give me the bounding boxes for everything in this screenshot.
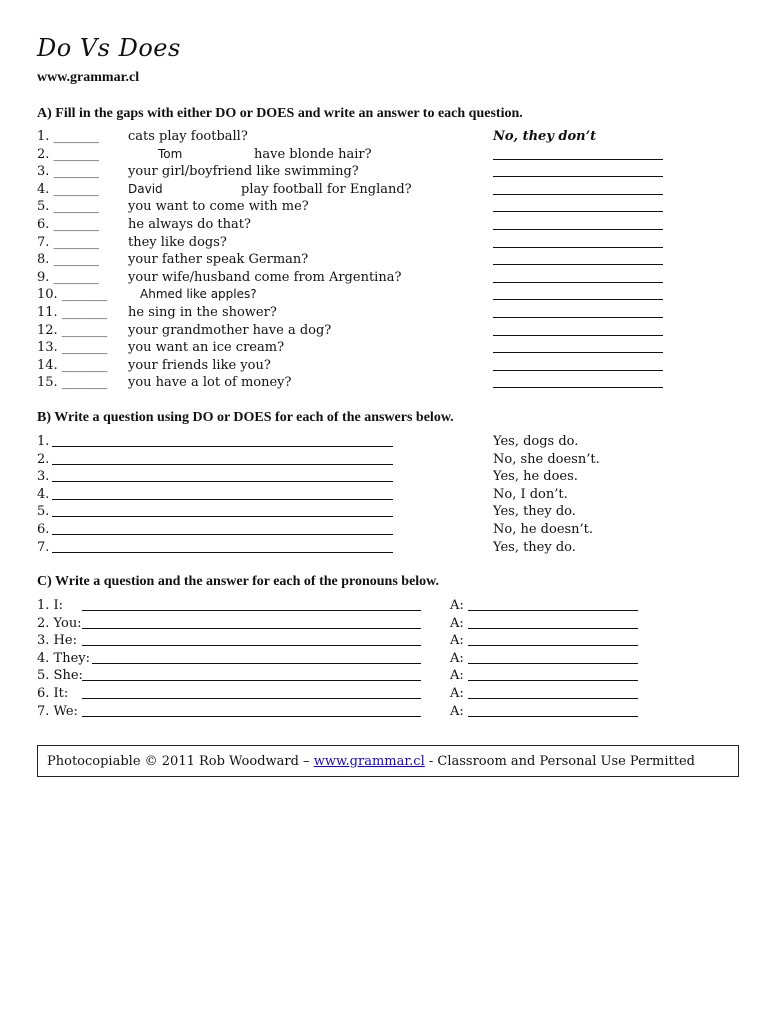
section-a-row	[0, 129, 768, 147]
question-line[interactable]	[82, 598, 421, 615]
section-a-row	[0, 147, 768, 165]
question-number[interactable]: 8. _______	[37, 252, 100, 268]
question-line[interactable]	[82, 616, 421, 633]
question-number: 4.	[37, 486, 50, 502]
pronoun-label: 6. It:	[37, 686, 69, 701]
section-b-row	[0, 452, 768, 470]
section-c-heading: C) Write a question and the answer for each of the pronouns below.	[37, 574, 440, 589]
section-b-row	[0, 522, 768, 540]
section-a-row	[0, 287, 768, 305]
answer-line[interactable]	[493, 252, 663, 269]
question-number: 7.	[37, 539, 50, 555]
question-number[interactable]: 14. _______	[37, 357, 108, 373]
answer-line[interactable]	[493, 358, 663, 375]
question-number[interactable]: 4. _______	[37, 181, 100, 197]
answer-label: A:	[450, 686, 464, 701]
handwritten-answer: Tom	[158, 146, 183, 161]
answer-line[interactable]	[493, 217, 663, 234]
section-c-row	[0, 598, 768, 616]
answer-line[interactable]	[468, 633, 638, 650]
given-answer: No, I don’t.	[493, 486, 568, 502]
question-number[interactable]: 5. _______	[37, 199, 100, 215]
footer-suffix: - Classroom and Personal Use Permitted	[428, 753, 695, 769]
question-text: your father speak German?	[128, 252, 309, 268]
question-line[interactable]	[52, 487, 393, 504]
question-line[interactable]	[82, 668, 421, 685]
answer-label: A:	[450, 650, 464, 666]
answer-line[interactable]	[468, 598, 638, 615]
question-number[interactable]: 1. _______	[37, 129, 100, 144]
section-b-row	[0, 487, 768, 505]
answer-line[interactable]	[468, 651, 638, 668]
answer-line[interactable]	[468, 686, 638, 703]
question-number[interactable]: 12. _______	[37, 322, 108, 338]
given-answer: Yes, they do.	[493, 504, 576, 520]
answer-line[interactable]	[493, 375, 663, 392]
section-a-row	[0, 323, 768, 341]
question-number[interactable]: 9. _______	[37, 269, 100, 285]
answer-line[interactable]	[493, 164, 663, 181]
question-line[interactable]	[82, 633, 421, 650]
section-a-row	[0, 270, 768, 288]
section-b-heading: B) Write a question using DO or DOES for each of the answers below.	[37, 410, 454, 425]
section-a-row	[0, 358, 768, 376]
question-text: have blonde hair?	[254, 146, 372, 162]
question-number[interactable]: 2. _______	[37, 146, 100, 162]
footer-link[interactable]: www.grammar.cl	[313, 753, 425, 769]
question-text: your friends like you?	[128, 357, 271, 373]
given-answer: No, she doesn’t.	[493, 451, 600, 467]
section-a-row	[0, 235, 768, 253]
question-line[interactable]	[82, 704, 421, 721]
answer-line[interactable]	[493, 147, 663, 164]
footer-prefix: Photocopiable © 2011 Rob Woodward –	[47, 753, 310, 769]
question-text: they like dogs?	[128, 234, 227, 250]
answer-label: A:	[450, 703, 464, 719]
pronoun-label: 3. He:	[37, 633, 77, 649]
section-a-row	[0, 199, 768, 217]
answer-label: A:	[450, 633, 464, 649]
answer-line[interactable]	[468, 668, 638, 685]
answer-line[interactable]	[493, 340, 663, 357]
question-line[interactable]	[52, 452, 393, 469]
section-a-row	[0, 305, 768, 323]
question-number: 3.	[37, 469, 50, 485]
section-c-row	[0, 668, 768, 686]
answer-line[interactable]	[493, 287, 663, 304]
section-b-row	[0, 540, 768, 558]
section-b-row	[0, 504, 768, 522]
pronoun-label: 5. She:	[37, 668, 83, 684]
question-line[interactable]	[92, 651, 421, 668]
question-number: 1.	[37, 434, 50, 449]
pronoun-label: 1. I:	[37, 598, 64, 613]
question-line[interactable]	[52, 469, 393, 486]
section-a-row	[0, 182, 768, 200]
section-a-row	[0, 217, 768, 235]
section-b-row	[0, 469, 768, 487]
section-a-row	[0, 375, 768, 393]
question-line[interactable]	[52, 434, 393, 451]
pronoun-label: 7. We:	[37, 703, 78, 719]
question-number[interactable]: 7. _______	[37, 234, 100, 250]
question-number: 5.	[37, 504, 50, 520]
section-b-row	[0, 434, 768, 452]
question-number[interactable]: 11. _______	[37, 305, 108, 320]
question-number[interactable]: 15. _______	[37, 375, 108, 391]
question-text: your grandmother have a dog?	[128, 322, 332, 338]
answer-line[interactable]	[493, 305, 663, 322]
answer-line[interactable]	[493, 235, 663, 252]
question-number[interactable]: 13. _______	[37, 340, 108, 356]
answer-line[interactable]	[468, 616, 638, 633]
question-line[interactable]	[52, 504, 393, 521]
section-a-row	[0, 340, 768, 358]
section-a-row	[0, 164, 768, 182]
question-number[interactable]: 10. _______	[37, 287, 108, 303]
section-c-row	[0, 633, 768, 651]
question-text: cats play football?	[128, 129, 248, 144]
question-line[interactable]	[82, 686, 421, 703]
given-answer: Yes, they do.	[493, 539, 576, 555]
question-number: 6.	[37, 522, 50, 537]
answer-line[interactable]	[493, 270, 663, 287]
question-text: your girl/boyfriend like swimming?	[128, 164, 359, 180]
question-text: your wife/husband come from Argentina?	[128, 269, 402, 285]
example-answer: No, they don’t	[493, 129, 597, 144]
handwritten-answer: David	[128, 181, 163, 196]
answer-line[interactable]	[493, 199, 663, 216]
question-text: he always do that?	[128, 217, 251, 232]
question-number[interactable]: 6. _______	[37, 217, 100, 232]
pronoun-label: 4. They:	[37, 650, 90, 666]
question-text: you want to come with me?	[128, 199, 309, 215]
site-url: www.grammar.cl	[37, 70, 140, 85]
question-number: 2.	[37, 451, 50, 467]
section-c-row	[0, 616, 768, 634]
worksheet-title: Do Vs Does	[37, 34, 181, 62]
question-text: you want an ice cream?	[128, 340, 285, 356]
answer-label: A:	[450, 668, 464, 684]
answer-line[interactable]	[493, 323, 663, 340]
handwritten-answer: Ahmed like apples?	[140, 287, 257, 302]
question-line[interactable]	[52, 522, 393, 539]
question-text: he sing in the shower?	[128, 305, 277, 320]
question-number[interactable]: 3. _______	[37, 164, 100, 180]
answer-label: A:	[450, 615, 464, 631]
answer-label: A:	[450, 598, 464, 613]
section-c-row	[0, 704, 768, 722]
given-answer: Yes, he does.	[493, 469, 578, 485]
section-c-row	[0, 686, 768, 704]
question-line[interactable]	[52, 540, 393, 557]
footer-box	[37, 745, 739, 777]
pronoun-label: 2. You:	[37, 615, 82, 631]
given-answer: Yes, dogs do.	[493, 434, 579, 449]
section-a-heading: A) Fill in the gaps with either DO or DOES and write an answer to each question.	[37, 106, 523, 121]
question-text: you have a lot of money?	[128, 375, 292, 391]
answer-line[interactable]	[468, 704, 638, 721]
given-answer: No, he doesn’t.	[493, 522, 594, 537]
section-a-row	[0, 252, 768, 270]
question-text: play football for England?	[241, 181, 412, 197]
answer-line[interactable]	[493, 182, 663, 199]
section-c-row	[0, 651, 768, 669]
